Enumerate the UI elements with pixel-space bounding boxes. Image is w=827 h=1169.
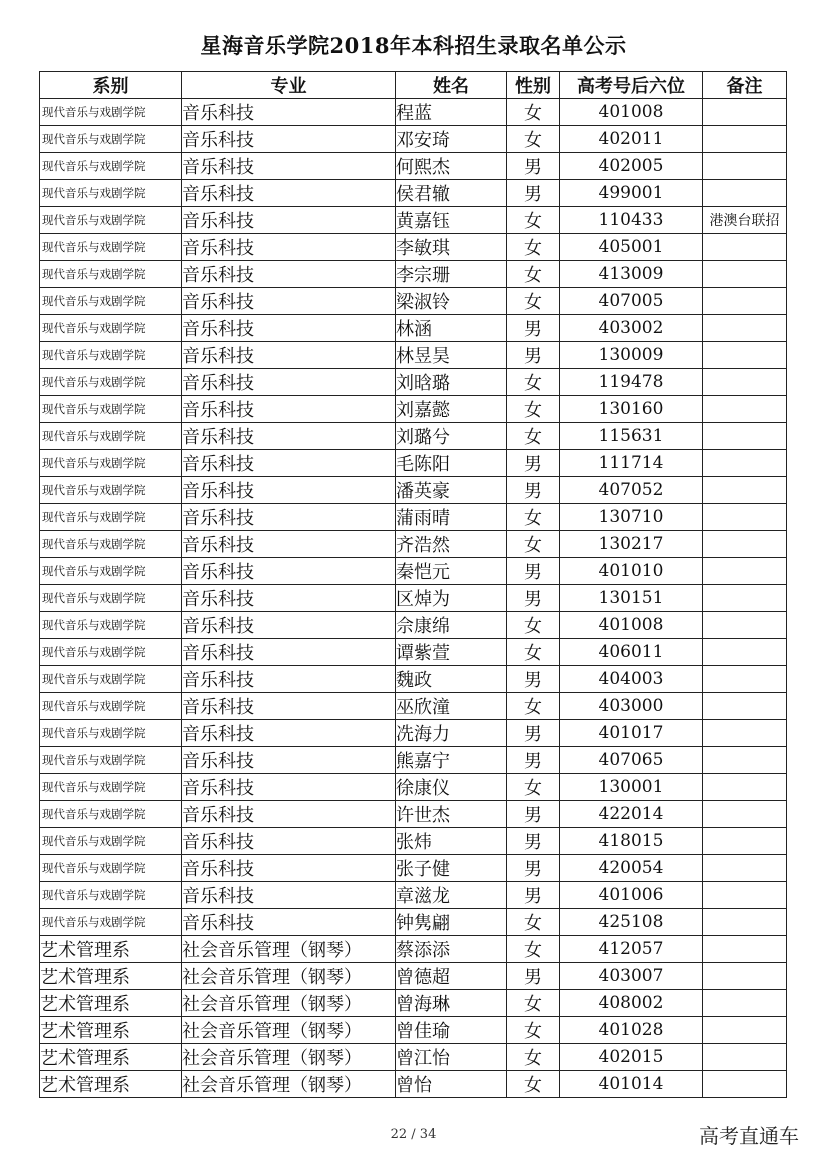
cell-gender: 男 — [507, 153, 560, 180]
table-row — [40, 1017, 787, 1044]
cell-major: 社会音乐管理（钢琴） — [182, 990, 396, 1017]
cell-gender: 男 — [507, 855, 560, 882]
table-row — [40, 126, 787, 153]
cell-gender: 男 — [507, 882, 560, 909]
cell-note — [703, 801, 787, 828]
cell-name: 巫欣潼 — [396, 693, 507, 720]
cell-gender: 女 — [507, 369, 560, 396]
cell-name: 曾怡 — [396, 1071, 507, 1098]
cell-dept: 现代音乐与戏剧学院 — [40, 477, 182, 504]
cell-dept: 现代音乐与戏剧学院 — [40, 882, 182, 909]
cell-dept: 艺术管理系 — [40, 963, 182, 990]
table-row — [40, 990, 787, 1017]
cell-dept: 现代音乐与戏剧学院 — [40, 450, 182, 477]
cell-major: 音乐科技 — [182, 558, 396, 585]
table-row — [40, 828, 787, 855]
cell-dept: 现代音乐与戏剧学院 — [40, 693, 182, 720]
cell-gender: 女 — [507, 1071, 560, 1098]
table-row — [40, 720, 787, 747]
table-row — [40, 801, 787, 828]
cell-dept: 现代音乐与戏剧学院 — [40, 612, 182, 639]
cell-dept: 艺术管理系 — [40, 1017, 182, 1044]
cell-note — [703, 828, 787, 855]
table-row — [40, 288, 787, 315]
table-row — [40, 207, 787, 234]
cell-exam-id: 405001 — [560, 234, 703, 261]
watermark: 高考直通车 — [699, 1124, 799, 1148]
cell-gender: 女 — [507, 423, 560, 450]
table-row — [40, 882, 787, 909]
cell-dept: 现代音乐与戏剧学院 — [40, 180, 182, 207]
cell-name: 张子健 — [396, 855, 507, 882]
table-row — [40, 963, 787, 990]
cell-major: 音乐科技 — [182, 774, 396, 801]
cell-name: 曾海琳 — [396, 990, 507, 1017]
cell-major: 社会音乐管理（钢琴） — [182, 936, 396, 963]
cell-exam-id: 420054 — [560, 855, 703, 882]
cell-dept: 现代音乐与戏剧学院 — [40, 423, 182, 450]
cell-gender: 女 — [507, 288, 560, 315]
cell-dept: 现代音乐与戏剧学院 — [40, 369, 182, 396]
cell-gender: 女 — [507, 396, 560, 423]
cell-note — [703, 369, 787, 396]
cell-exam-id: 110433 — [560, 207, 703, 234]
cell-dept: 现代音乐与戏剧学院 — [40, 720, 182, 747]
table-row — [40, 558, 787, 585]
cell-exam-id: 130001 — [560, 774, 703, 801]
table-row — [40, 855, 787, 882]
cell-exam-id: 407005 — [560, 288, 703, 315]
cell-dept: 现代音乐与戏剧学院 — [40, 855, 182, 882]
cell-name: 谭紫萱 — [396, 639, 507, 666]
cell-major: 音乐科技 — [182, 126, 396, 153]
cell-note — [703, 639, 787, 666]
table-row — [40, 315, 787, 342]
cell-dept: 现代音乐与戏剧学院 — [40, 639, 182, 666]
cell-major: 音乐科技 — [182, 180, 396, 207]
cell-exam-id: 401014 — [560, 1071, 703, 1098]
cell-dept: 现代音乐与戏剧学院 — [40, 261, 182, 288]
cell-note — [703, 720, 787, 747]
table-row — [40, 369, 787, 396]
cell-major: 音乐科技 — [182, 450, 396, 477]
table-row — [40, 99, 787, 126]
cell-exam-id: 130151 — [560, 585, 703, 612]
cell-name: 刘嘉懿 — [396, 396, 507, 423]
cell-gender: 男 — [507, 747, 560, 774]
cell-exam-id: 130160 — [560, 396, 703, 423]
cell-dept: 艺术管理系 — [40, 1071, 182, 1098]
cell-exam-id: 402015 — [560, 1044, 703, 1071]
cell-name: 林昱昊 — [396, 342, 507, 369]
cell-dept: 现代音乐与戏剧学院 — [40, 504, 182, 531]
cell-major: 音乐科技 — [182, 666, 396, 693]
cell-dept: 现代音乐与戏剧学院 — [40, 234, 182, 261]
cell-dept: 现代音乐与戏剧学院 — [40, 153, 182, 180]
cell-major: 音乐科技 — [182, 612, 396, 639]
table-row — [40, 612, 787, 639]
cell-note — [703, 666, 787, 693]
cell-name: 齐浩然 — [396, 531, 507, 558]
cell-dept: 现代音乐与戏剧学院 — [40, 531, 182, 558]
table-header-row — [40, 72, 787, 99]
cell-note — [703, 774, 787, 801]
cell-note — [703, 342, 787, 369]
cell-gender: 女 — [507, 207, 560, 234]
cell-exam-id: 111714 — [560, 450, 703, 477]
cell-gender: 女 — [507, 531, 560, 558]
cell-exam-id: 130009 — [560, 342, 703, 369]
table-row — [40, 909, 787, 936]
cell-exam-id: 401028 — [560, 1017, 703, 1044]
cell-name: 章滋龙 — [396, 882, 507, 909]
table-row — [40, 396, 787, 423]
cell-name: 区焯为 — [396, 585, 507, 612]
cell-gender: 男 — [507, 315, 560, 342]
cell-dept: 现代音乐与戏剧学院 — [40, 396, 182, 423]
cell-major: 音乐科技 — [182, 720, 396, 747]
cell-name: 曾江怡 — [396, 1044, 507, 1071]
cell-major: 音乐科技 — [182, 504, 396, 531]
cell-gender: 女 — [507, 774, 560, 801]
cell-note — [703, 153, 787, 180]
header-major: 专业 — [182, 72, 396, 99]
cell-name: 张炜 — [396, 828, 507, 855]
cell-note — [703, 747, 787, 774]
cell-exam-id: 403002 — [560, 315, 703, 342]
cell-name: 侯君辙 — [396, 180, 507, 207]
cell-exam-id: 407065 — [560, 747, 703, 774]
cell-gender: 女 — [507, 693, 560, 720]
cell-note — [703, 990, 787, 1017]
cell-dept: 现代音乐与戏剧学院 — [40, 558, 182, 585]
cell-gender: 女 — [507, 126, 560, 153]
cell-note — [703, 234, 787, 261]
admission-table — [39, 71, 787, 1098]
cell-gender: 女 — [507, 234, 560, 261]
cell-gender: 男 — [507, 963, 560, 990]
table-row — [40, 774, 787, 801]
cell-note — [703, 909, 787, 936]
cell-gender: 女 — [507, 1017, 560, 1044]
table-row — [40, 450, 787, 477]
cell-gender: 男 — [507, 477, 560, 504]
cell-note — [703, 126, 787, 153]
cell-dept: 现代音乐与戏剧学院 — [40, 909, 182, 936]
cell-major: 音乐科技 — [182, 882, 396, 909]
cell-name: 刘晗璐 — [396, 369, 507, 396]
cell-major: 音乐科技 — [182, 828, 396, 855]
cell-exam-id: 403007 — [560, 963, 703, 990]
cell-name: 许世杰 — [396, 801, 507, 828]
cell-dept: 现代音乐与戏剧学院 — [40, 828, 182, 855]
cell-name: 曾佳瑜 — [396, 1017, 507, 1044]
header-dept: 系别 — [40, 72, 182, 99]
cell-exam-id: 413009 — [560, 261, 703, 288]
cell-exam-id: 402011 — [560, 126, 703, 153]
cell-gender: 男 — [507, 828, 560, 855]
cell-name: 毛陈阳 — [396, 450, 507, 477]
cell-exam-id: 401008 — [560, 612, 703, 639]
cell-major: 社会音乐管理（钢琴） — [182, 1071, 396, 1098]
table-row — [40, 477, 787, 504]
cell-note — [703, 855, 787, 882]
cell-major: 音乐科技 — [182, 801, 396, 828]
cell-note — [703, 882, 787, 909]
cell-dept: 现代音乐与戏剧学院 — [40, 747, 182, 774]
cell-name: 徐康仪 — [396, 774, 507, 801]
cell-major: 音乐科技 — [182, 909, 396, 936]
cell-note — [703, 477, 787, 504]
cell-exam-id: 401006 — [560, 882, 703, 909]
cell-gender: 女 — [507, 990, 560, 1017]
cell-gender: 男 — [507, 180, 560, 207]
cell-name: 魏政 — [396, 666, 507, 693]
cell-exam-id: 401008 — [560, 99, 703, 126]
cell-note — [703, 261, 787, 288]
cell-major: 音乐科技 — [182, 315, 396, 342]
cell-note — [703, 1044, 787, 1071]
cell-exam-id: 130710 — [560, 504, 703, 531]
table-row — [40, 180, 787, 207]
cell-name: 冼海力 — [396, 720, 507, 747]
cell-name: 钟隽翩 — [396, 909, 507, 936]
cell-major: 音乐科技 — [182, 396, 396, 423]
cell-note — [703, 315, 787, 342]
cell-name: 李敏琪 — [396, 234, 507, 261]
cell-exam-id: 499001 — [560, 180, 703, 207]
cell-note — [703, 612, 787, 639]
cell-exam-id: 406011 — [560, 639, 703, 666]
cell-exam-id: 119478 — [560, 369, 703, 396]
cell-note — [703, 99, 787, 126]
cell-exam-id: 408002 — [560, 990, 703, 1017]
cell-name: 曾德超 — [396, 963, 507, 990]
cell-gender: 女 — [507, 909, 560, 936]
table-row — [40, 234, 787, 261]
cell-name: 潘英豪 — [396, 477, 507, 504]
cell-gender: 女 — [507, 936, 560, 963]
cell-major: 社会音乐管理（钢琴） — [182, 1044, 396, 1071]
cell-note — [703, 693, 787, 720]
cell-major: 音乐科技 — [182, 585, 396, 612]
cell-gender: 女 — [507, 639, 560, 666]
cell-exam-id: 401010 — [560, 558, 703, 585]
cell-note: 港澳台联招 — [703, 207, 787, 234]
cell-note — [703, 585, 787, 612]
cell-major: 音乐科技 — [182, 855, 396, 882]
cell-major: 音乐科技 — [182, 234, 396, 261]
cell-exam-id: 407052 — [560, 477, 703, 504]
cell-name: 梁淑铃 — [396, 288, 507, 315]
cell-dept: 现代音乐与戏剧学院 — [40, 774, 182, 801]
table-row — [40, 423, 787, 450]
cell-exam-id: 422014 — [560, 801, 703, 828]
cell-gender: 女 — [507, 261, 560, 288]
cell-gender: 女 — [507, 99, 560, 126]
cell-name: 蔡添添 — [396, 936, 507, 963]
header-name: 姓名 — [396, 72, 507, 99]
cell-dept: 现代音乐与戏剧学院 — [40, 315, 182, 342]
table-row — [40, 261, 787, 288]
cell-major: 社会音乐管理（钢琴） — [182, 1017, 396, 1044]
cell-note — [703, 423, 787, 450]
cell-gender: 女 — [507, 612, 560, 639]
cell-dept: 现代音乐与戏剧学院 — [40, 585, 182, 612]
cell-note — [703, 963, 787, 990]
cell-major: 社会音乐管理（钢琴） — [182, 963, 396, 990]
cell-major: 音乐科技 — [182, 693, 396, 720]
cell-dept: 艺术管理系 — [40, 1044, 182, 1071]
header-note: 备注 — [703, 72, 787, 99]
document-title: 星海音乐学院2018年本科招生录取名单公示 — [200, 33, 627, 58]
cell-gender: 女 — [507, 1044, 560, 1071]
header-gender: 性别 — [507, 72, 560, 99]
cell-exam-id: 412057 — [560, 936, 703, 963]
cell-name: 秦恺元 — [396, 558, 507, 585]
cell-exam-id: 403000 — [560, 693, 703, 720]
cell-major: 音乐科技 — [182, 531, 396, 558]
cell-major: 音乐科技 — [182, 288, 396, 315]
cell-exam-id: 418015 — [560, 828, 703, 855]
cell-major: 音乐科技 — [182, 342, 396, 369]
cell-note — [703, 531, 787, 558]
cell-exam-id: 425108 — [560, 909, 703, 936]
cell-gender: 女 — [507, 504, 560, 531]
table-row — [40, 1071, 787, 1098]
table-row — [40, 342, 787, 369]
cell-dept: 现代音乐与戏剧学院 — [40, 207, 182, 234]
cell-name: 林涵 — [396, 315, 507, 342]
cell-major: 音乐科技 — [182, 153, 396, 180]
table-row — [40, 531, 787, 558]
cell-dept: 现代音乐与戏剧学院 — [40, 666, 182, 693]
cell-gender: 男 — [507, 801, 560, 828]
table-body — [40, 99, 787, 1098]
table-row — [40, 585, 787, 612]
table-row — [40, 504, 787, 531]
cell-gender: 男 — [507, 585, 560, 612]
cell-dept: 现代音乐与戏剧学院 — [40, 342, 182, 369]
cell-name: 佘康绵 — [396, 612, 507, 639]
cell-name: 熊嘉宁 — [396, 747, 507, 774]
table-row — [40, 747, 787, 774]
table-row — [40, 1044, 787, 1071]
cell-major: 音乐科技 — [182, 369, 396, 396]
cell-major: 音乐科技 — [182, 261, 396, 288]
cell-dept: 现代音乐与戏剧学院 — [40, 801, 182, 828]
cell-name: 刘璐兮 — [396, 423, 507, 450]
cell-name: 程蓝 — [396, 99, 507, 126]
cell-dept: 现代音乐与戏剧学院 — [40, 126, 182, 153]
cell-name: 蒲雨晴 — [396, 504, 507, 531]
cell-note — [703, 504, 787, 531]
cell-note — [703, 558, 787, 585]
table-row — [40, 666, 787, 693]
cell-note — [703, 288, 787, 315]
cell-note — [703, 1071, 787, 1098]
cell-major: 音乐科技 — [182, 207, 396, 234]
cell-name: 何熙杰 — [396, 153, 507, 180]
table-row — [40, 936, 787, 963]
cell-major: 音乐科技 — [182, 639, 396, 666]
cell-major: 音乐科技 — [182, 99, 396, 126]
cell-exam-id: 401017 — [560, 720, 703, 747]
cell-note — [703, 180, 787, 207]
cell-gender: 男 — [507, 666, 560, 693]
cell-exam-id: 402005 — [560, 153, 703, 180]
cell-note — [703, 396, 787, 423]
cell-major: 音乐科技 — [182, 423, 396, 450]
cell-dept: 现代音乐与戏剧学院 — [40, 288, 182, 315]
table-row — [40, 693, 787, 720]
cell-gender: 男 — [507, 342, 560, 369]
header-exam-id: 高考号后六位 — [560, 72, 703, 99]
cell-name: 黄嘉钰 — [396, 207, 507, 234]
cell-exam-id: 404003 — [560, 666, 703, 693]
cell-note — [703, 450, 787, 477]
cell-note — [703, 1017, 787, 1044]
table-row — [40, 639, 787, 666]
cell-major: 音乐科技 — [182, 477, 396, 504]
page-number: 22 / 34 — [390, 1127, 437, 1142]
cell-gender: 男 — [507, 720, 560, 747]
cell-dept: 艺术管理系 — [40, 936, 182, 963]
cell-name: 李宗珊 — [396, 261, 507, 288]
cell-dept: 艺术管理系 — [40, 990, 182, 1017]
cell-exam-id: 130217 — [560, 531, 703, 558]
cell-name: 邓安琦 — [396, 126, 507, 153]
cell-dept: 现代音乐与戏剧学院 — [40, 99, 182, 126]
table-row — [40, 153, 787, 180]
cell-note — [703, 936, 787, 963]
cell-gender: 男 — [507, 450, 560, 477]
cell-gender: 男 — [507, 558, 560, 585]
cell-major: 音乐科技 — [182, 747, 396, 774]
cell-exam-id: 115631 — [560, 423, 703, 450]
